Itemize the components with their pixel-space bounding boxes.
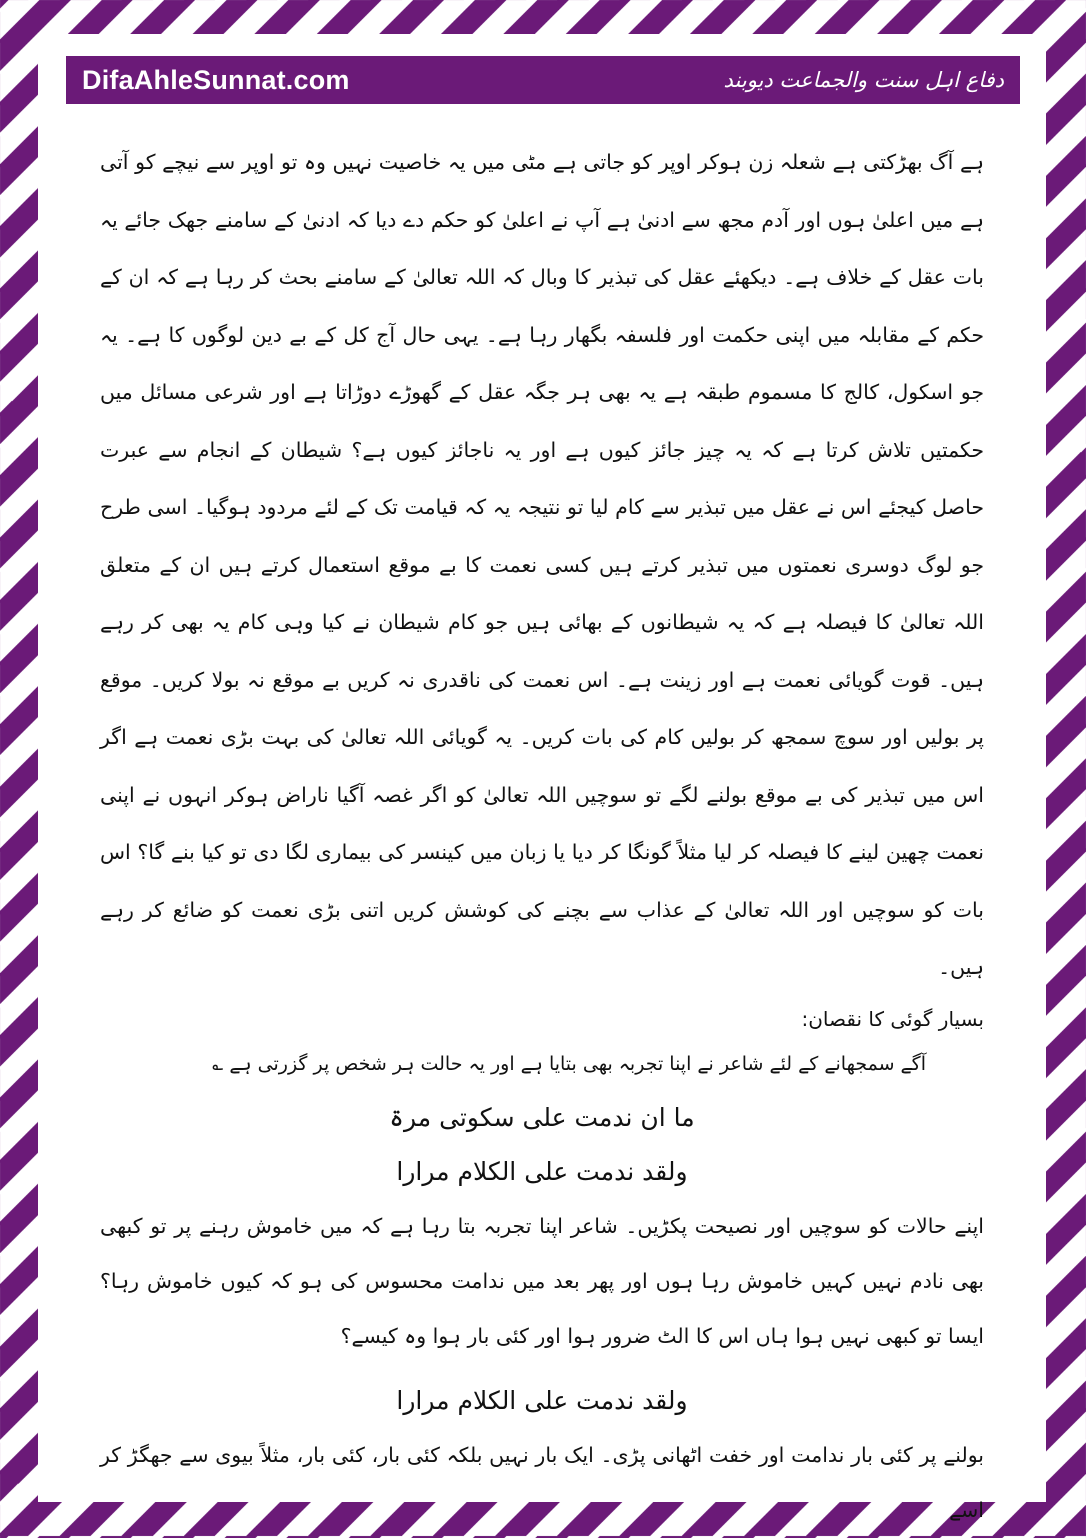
paragraph-2: اپنے حالات کو سوچیں اور نصیحت پکڑیں۔ شاعر اپنا تجربہ بتا رہا ہے کہ میں خاموش رہنے پر تو کبھی بھی نادم نہیں کہیں خاموش رہا ہوں اور پھر بعد میں ندامت محسوس کی ہو کہ کیوں خاموش رہا؟ ایسا تو کبھی نہیں ہوا ہاں اس کا الٹ ضرور ہوا اور کئی بار ہوا وہ کیسے؟ [100,1213,984,1348]
header-title: دفاع اہل سنت والجماعت دیوبند [723,68,1004,92]
page-header [66,56,1020,104]
section-heading: بسیار گوئی کا نقصان: [801,1006,984,1031]
verse-line-1: ما ان ندمت علی سکوتی مرۃ [389,1102,695,1132]
poet-note: آگے سمجھانے کے لئے شاعر نے اپنا تجربہ بھی بتایا ہے اور یہ حالت ہر شخص پر گزرتی ہے ؎ [212,1052,926,1075]
site-url[interactable]: DifaAhleSunnat.com [82,64,350,95]
verse-line-2: ولقد ندمت علی الکلام مرارا [396,1156,688,1186]
article-body [100,134,984,1538]
paragraph-1: ہے آگ بھڑکتی ہے شعلہ زن ہوکر اوپر کو جاتی ہے مٹی میں یہ خاصیت نہیں وہ تو اوپر سے نیچے کو آتی ہے میں اعلیٰ ہوں اور آدم مجھ سے ادنیٰ ہے آپ نے اعلیٰ کو حکم دے دیا کہ ادنیٰ کے سامنے جھک جائے یہ بات عقل کے خلاف ہے۔ دیکھئے عقل کی تبذیر کا وبال کہ اللہ تعالیٰ کے سامنے بحث کر رہا ہے کہ ان کے حکم کے مقابلہ میں اپنی حکمت اور فلسفہ بگھار رہا ہے۔ یہی حال آج کل کے بے دین لوگوں کا ہے۔ یہ جو اسکول، کالج کا مسموم طبقہ ہے یہ بھی ہر جگہ عقل کے گھوڑے دوڑاتا ہے اور شرعی مسائل میں حکمتیں تلاش کرتا ہے کہ یہ چیز جائز کیوں ہے اور یہ ناجائز کیوں ہے؟ شیطان کے انجام سے عبرت حاصل کیجئے اس نے عقل میں تبذیر سے کام لیا تو نتیجہ یہ کہ قیامت تک کے لئے مردود ہوگیا۔ اسی طرح جو لوگ دوسری نعمتوں میں تبذیر کرتے ہیں کسی نعمت کا بے موقع استعمال کرتے ہیں ان کے متعلق اللہ تعالیٰ کا فیصلہ ہے کہ یہ شیطانوں کے بھائی ہیں جو کام شیطان نے کیا وہی کام یہ بھی کر رہے ہیں۔ قوت گویائی نعمت ہے اور زینت ہے۔ اس نعمت کی ناقدری نہ کریں بے موقع نہ بولا کریں۔ موقع پر بولیں اور سوچ سمجھ کر بولیں کام کی بات کریں۔ یہ گویائی اللہ تعالیٰ کی بہت بڑی نعمت ہے اگر اس میں تبذیر کی بے موقع بولنے لگے تو سوچیں اللہ تعالیٰ کو اگر غصہ آگیا ناراض ہوکر انہوں نے اپنی نعمت چھین لینے کا فیصلہ کر لیا مثلاً گونگا کر دیا یا زبان میں کینسر کی بیماری لگا دی تو کیا بنے گا؟ اس بات کو سوچیں اور اللہ تعالیٰ کے عذاب سے بچنے کی کوشش کریں اتنی بڑی نعمت کو ضائع کر رہے ہیں۔ [100,150,984,979]
page [38,34,1046,1522]
verse-line-3: ولقد ندمت علی الکلام مرارا [396,1385,688,1415]
paragraph-3: بولنے پر کئی بار ندامت اور خفت اٹھانی پڑی۔ ایک بار نہیں بلکہ کئی بار، کئی بار، مثلاً بیوی سے جھگڑ کر اسے [100,1442,984,1522]
